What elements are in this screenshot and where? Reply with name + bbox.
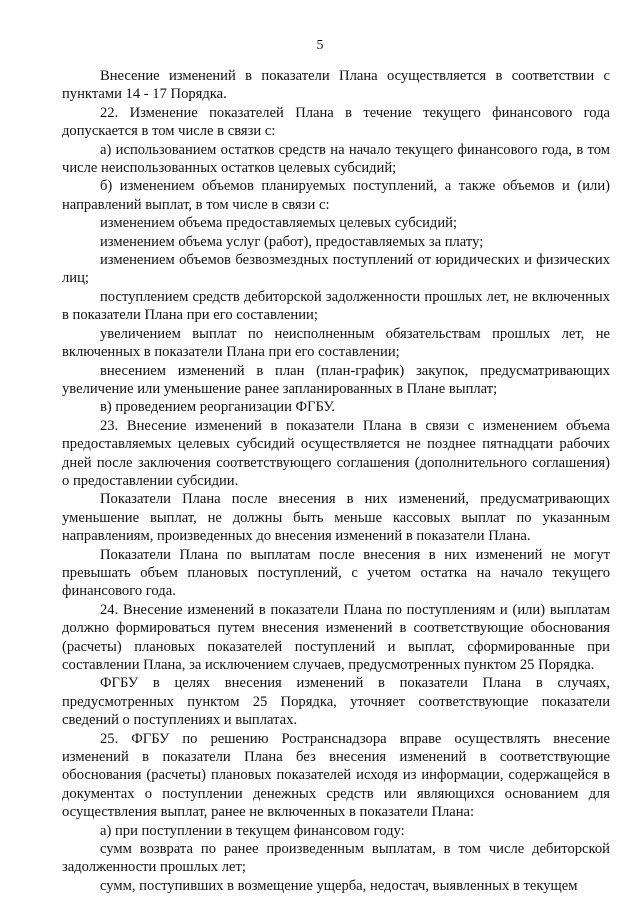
page-number: 5 <box>316 38 324 53</box>
paragraph: изменением объемов безвозмездных поступлений от юридических и физических лиц; <box>62 252 610 287</box>
paragraph: изменением объема предоставляемых целевых субсидий; <box>100 215 458 232</box>
paragraph: увеличением выплат по неисполненным обязательствам прошлых лет, не включенных в показатели Плана при его составлении; <box>62 325 610 361</box>
paragraph: Внесение изменений в показатели Плана осуществляется в соответствии с пунктами 14 - 17 Порядка. <box>62 68 610 103</box>
paragraph: 24. Внесение изменений в показатели Плана по поступлениям и (или) выплатам должно формироваться путем внесения изменений в соответствующие обоснования (расчеты) плановых показателей поступлений и выплат, сформированные при составлении Плана, за исключением случаев, предусмотренных пунктом 25 Порядка. <box>62 601 610 673</box>
paragraph: 22. Изменение показателей Плана в течение текущего финансового года допускается в том числе в связи с: <box>62 104 610 140</box>
paragraph: сумм возврата по ранее произведенным выплатам, в том числе дебиторской задолженности прошлых лет; <box>62 841 610 876</box>
paragraph: а) при поступлении в текущем финансовом году: <box>100 822 405 839</box>
document-body <box>62 67 610 895</box>
paragraph: внесением изменений в план (план-график) закупок, предусматривающих увеличение или уменьшение ранее запланированных в Плане выплат; <box>62 362 610 397</box>
paragraph: 25. ФГБУ по решению Ространснадзора вправе осуществлять внесение изменений в показатели Плана без внесения изменений в соответствующие обоснования (расчеты) плановых показателей исходя из информации, содержащейся в документах о поступлении денежных средств или являющихся основанием для осуществления выплат, ранее не включенных в показатели Плана: <box>62 730 610 821</box>
paragraph: сумм, поступивших в возмещение ущерба, недостач, выявленных в текущем <box>100 877 578 894</box>
paragraph: а) использованием остатков средств на начало текущего финансового года, в том числе неиспользованных остатков целевых субсидий; <box>62 141 610 177</box>
paragraph: в) проведением реорганизации ФГБУ. <box>100 399 335 416</box>
paragraph: ФГБУ в целях внесения изменений в показатели Плана в случаях, предусмотренных пунктом 25 Порядка, уточняет соответствующие показатели сведений о поступлениях и выплатах. <box>62 675 610 729</box>
paragraph: б) изменением объемов планируемых поступлений, а также объемов и (или) направлений выплат, в том числе в связи с: <box>62 178 610 213</box>
paragraph: Показатели Плана после внесения в них изменений, предусматривающих уменьшение выплат, не должны быть меньше кассовых выплат по указанным направлениям, произведенных до внесения изменений в показатели Плана. <box>62 491 610 545</box>
paragraph: 23. Внесение изменений в показатели Плана в связи с изменением объема предоставляемых целевых субсидий осуществляется не позднее пятнадцати рабочих дней после заключения соответствующего соглашения (дополнительного соглашения) о предоставлении субсидии. <box>62 417 610 489</box>
paragraph: изменением объема услуг (работ), предоставляемых за плату; <box>100 233 484 250</box>
paragraph: Показатели Плана по выплатам после внесения в них изменений не могут превышать объем плановых поступлений, с учетом остатка на начало текущего финансового года. <box>62 546 610 600</box>
paragraph: поступлением средств дебиторской задолженности прошлых лет, не включенных в показатели Плана при его составлении; <box>62 288 610 324</box>
